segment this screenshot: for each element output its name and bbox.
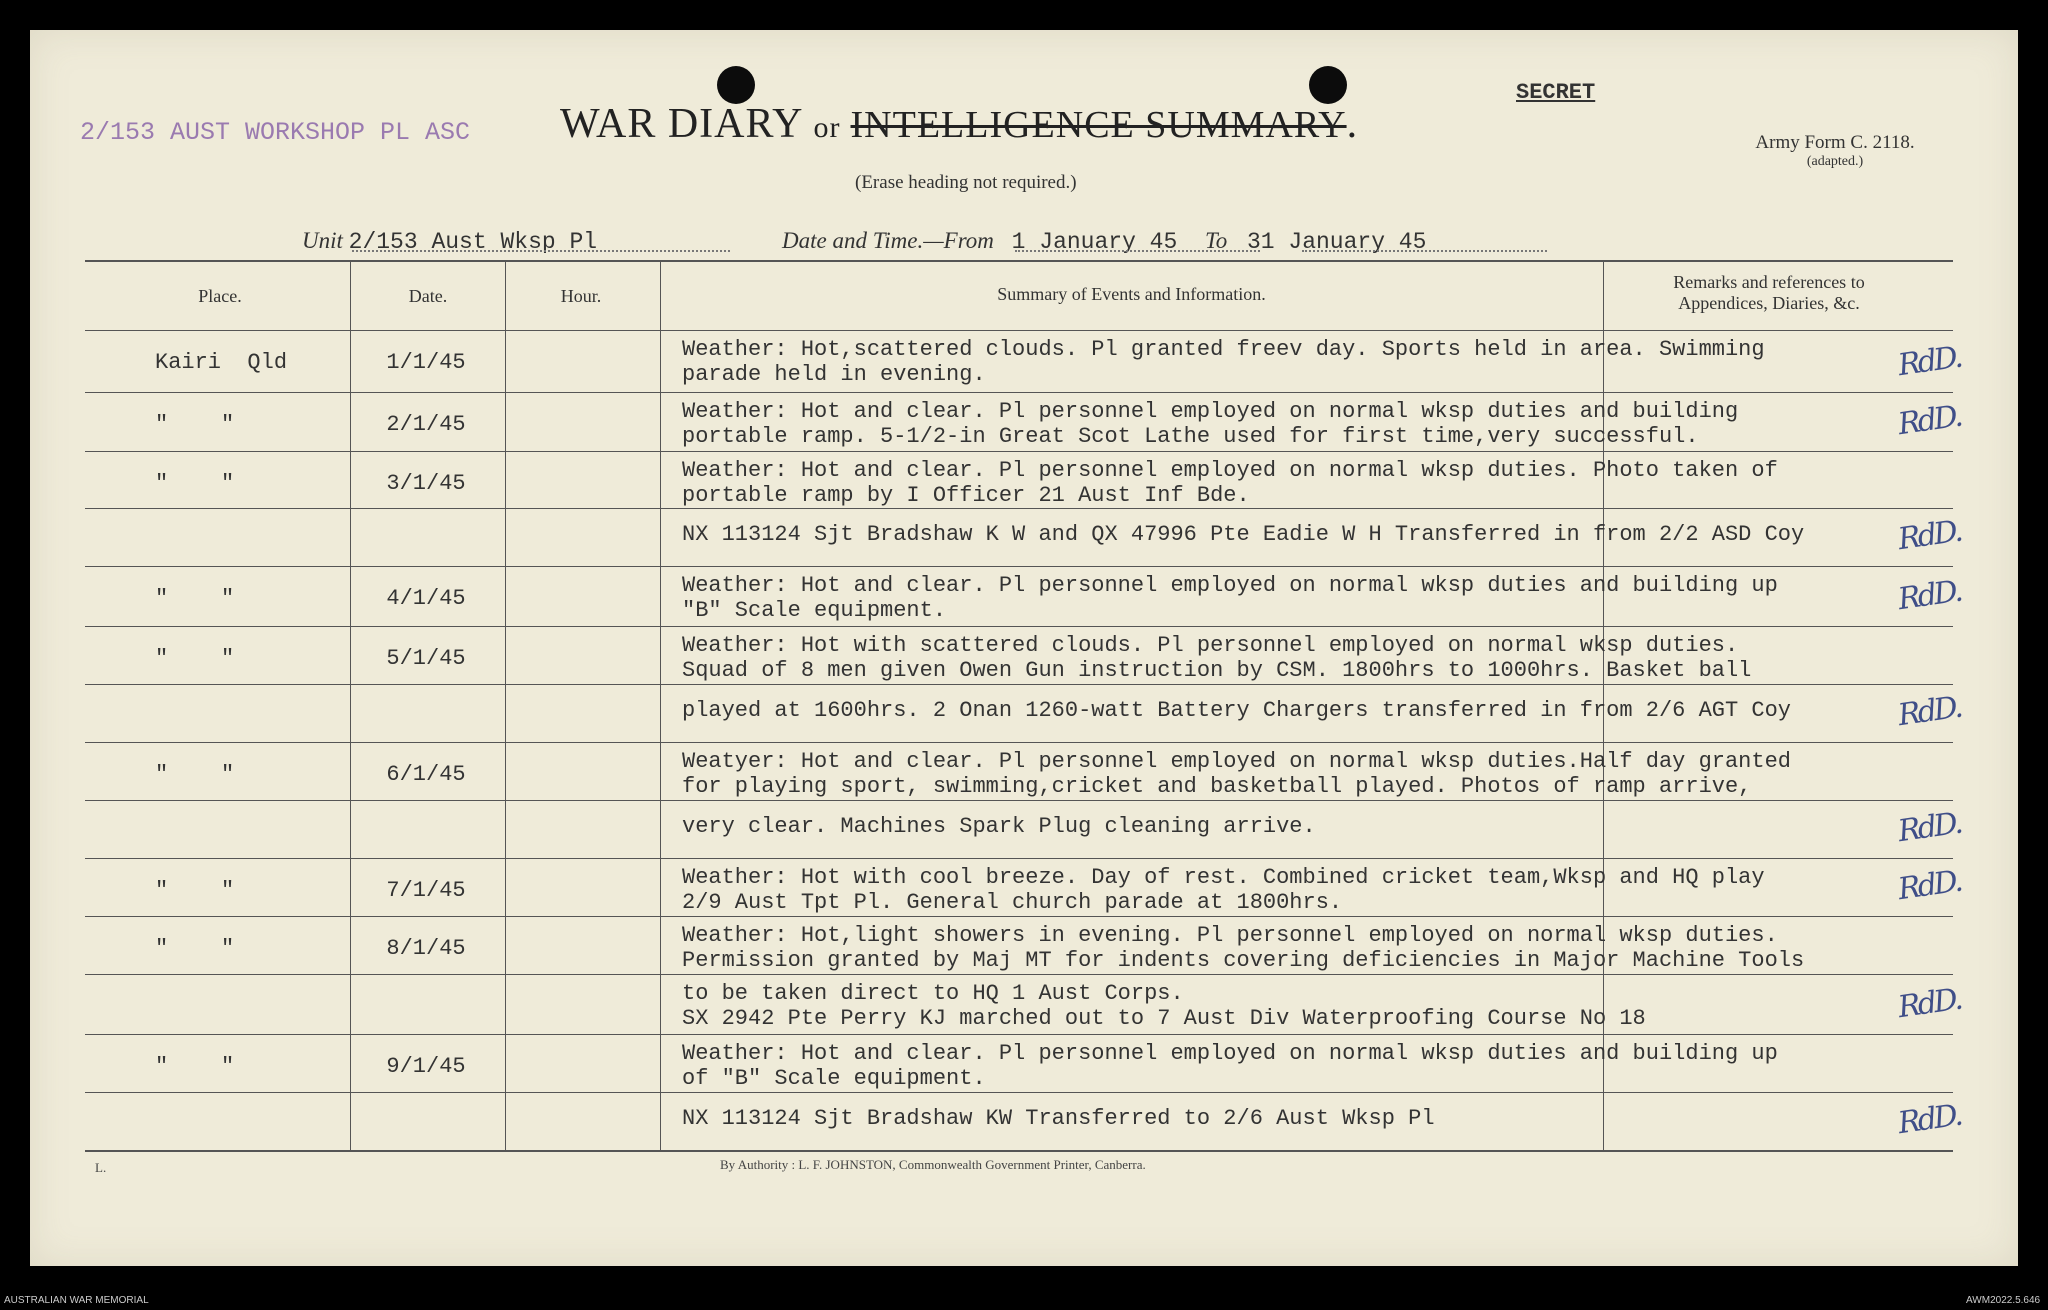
unit-value: 2/153 Aust Wksp Pl <box>348 229 598 255</box>
col-header-place: Place. <box>198 286 242 306</box>
summary-line: for playing sport, swimming,cricket and basketball played. Photos of ramp arrive, <box>682 774 1752 799</box>
title-war-diary: WAR DIARY <box>560 101 804 147</box>
summary-line: played at 1600hrs. 2 Onan 1260-watt Battery Chargers transferred in from 2/6 AGT Coy <box>682 698 1791 723</box>
row-rule <box>85 684 1953 685</box>
summary-line: Weather: Hot with scattered clouds. Pl personnel employed on normal wksp duties. <box>682 633 1739 658</box>
row-rule <box>85 742 1953 743</box>
entry-date: 4/1/45 <box>386 586 466 611</box>
row-rule <box>85 858 1953 859</box>
entry-date: 3/1/45 <box>386 471 466 496</box>
entry-date: 8/1/45 <box>386 936 466 961</box>
entry-place: " " <box>155 586 235 611</box>
col-header-date: Date. <box>408 286 448 306</box>
entry-summary <box>682 337 1765 387</box>
initials-signature: RdD. <box>1895 805 1963 850</box>
archive-credit: AUSTRALIAN WAR MEMORIAL <box>4 1295 149 1306</box>
row-rule <box>85 451 1953 452</box>
summary-line: parade held in evening. <box>682 362 986 387</box>
title-period: . <box>1346 101 1359 147</box>
date-to-value: 31 January 45 <box>1246 229 1427 255</box>
initials-signature: RdD. <box>1895 398 1963 443</box>
initials-signature: RdD. <box>1895 1097 1963 1142</box>
summary-line: Weather: Hot and clear. Pl personnel employed on normal wksp duties and building <box>682 399 1739 424</box>
header-bottom-rule <box>85 330 1953 331</box>
title-intelligence-summary: INTELLIGENCE SUMMARY <box>850 104 1347 146</box>
entry-place: " " <box>155 936 235 961</box>
summary-line: very clear. Machines Spark Plug cleaning arrive. <box>682 814 1316 839</box>
entry-date: 2/1/45 <box>386 412 466 437</box>
entry-summary <box>682 573 1778 623</box>
summary-line: Weather: Hot,light showers in evening. Pl personnel employed on normal wksp duties. <box>682 923 1778 948</box>
summary-line: to be taken direct to HQ 1 Aust Corps. <box>682 981 1184 1006</box>
entry-summary <box>682 814 1316 839</box>
entry-place: " " <box>155 1054 235 1079</box>
entry-summary <box>682 923 1804 973</box>
entry-summary <box>682 399 1738 449</box>
summary-line: Weather: Hot,scattered clouds. Pl granted freev day. Sports held in area. Swimming <box>682 337 1765 362</box>
summary-line: Weather: Hot and clear. Pl personnel employed on normal wksp duties. Photo taken of <box>682 458 1778 483</box>
summary-line: portable ramp. 5-1/2-in Great Scot Lathe used for first time,very successful. <box>682 424 1699 449</box>
printer-authority: By Authority : L. F. JOHNSTON, Commonwealth Government Printer, Canberra. <box>720 1157 1146 1172</box>
initials-signature: RdD. <box>1895 863 1963 908</box>
entry-date: 7/1/45 <box>386 878 466 903</box>
entry-date: 6/1/45 <box>386 762 466 787</box>
punch-hole-right <box>1309 66 1347 104</box>
col-header-remarks <box>1604 272 1934 314</box>
entry-place: " " <box>155 471 235 496</box>
erase-note: (Erase heading not required.) <box>855 172 1077 193</box>
unit-dotted-line <box>352 250 730 252</box>
col-header-hour: Hour. <box>560 286 602 306</box>
entry-summary <box>682 698 1791 723</box>
initials-signature: RdD. <box>1895 339 1963 384</box>
column-rule-date <box>350 262 351 1150</box>
summary-line: Weather: Hot with cool breeze. Day of rest. Combined cricket team,Wksp and HQ play <box>682 865 1765 890</box>
form-code: L. <box>95 1160 107 1175</box>
entry-summary <box>682 458 1778 508</box>
table-bottom-rule <box>85 1150 1953 1152</box>
row-rule <box>85 974 1953 975</box>
secret-marking: SECRET <box>1516 80 1596 105</box>
summary-line: 2/9 Aust Tpt Pl. General church parade at 1800hrs. <box>682 890 1343 915</box>
date-from-value: 1 January 45 <box>1011 229 1178 255</box>
title-or: or <box>813 111 841 144</box>
entry-summary <box>682 865 1765 915</box>
date-to-label: To <box>1205 228 1228 253</box>
entry-summary <box>682 522 1804 547</box>
summary-line: NX 113124 Sjt Bradshaw KW Transferred to 2/6 Aust Wksp Pl <box>682 1106 1435 1131</box>
row-rule <box>85 800 1953 801</box>
summary-line: SX 2942 Pte Perry KJ marched out to 7 Aust Div Waterproofing Course No 18 <box>682 1006 1646 1031</box>
table-top-rule <box>85 260 1953 262</box>
row-rule <box>85 392 1953 393</box>
summary-line: Weatyer: Hot and clear. Pl personnel employed on normal wksp duties.Half day granted <box>682 749 1791 774</box>
row-rule <box>85 1034 1953 1035</box>
remarks-header-line2: Appendices, Diaries, &c. <box>1678 293 1860 313</box>
entry-place: " " <box>155 412 235 437</box>
entry-date: 9/1/45 <box>386 1054 466 1079</box>
army-form-number: Army Form C. 2118. <box>1755 132 1915 153</box>
summary-line: Squad of 8 men given Owen Gun instruction by CSM. 1800hrs to 1000hrs. Basket ball <box>682 658 1752 683</box>
summary-line: NX 113124 Sjt Bradshaw K W and QX 47996 Pte Eadie W H Transferred in from 2/2 ASD Coy <box>682 522 1805 547</box>
army-form-adapted: (adapted.) <box>1806 154 1864 169</box>
date-label: Date and Time.—From <box>782 228 994 253</box>
entry-summary <box>682 1106 1435 1131</box>
archive-reference: AWM2022.5.646 <box>1966 1295 2041 1306</box>
entry-summary <box>682 1041 1778 1091</box>
initials-signature: RdD. <box>1895 513 1963 558</box>
row-rule <box>85 916 1953 917</box>
initials-signature: RdD. <box>1895 981 1963 1026</box>
summary-line: Permission granted by Maj MT for indents covering deficiencies in Major Machine Tools <box>682 948 1805 973</box>
entry-place: " " <box>155 762 235 787</box>
unit-stamp: 2/153 AUST WORKSHOP PL ASC <box>80 118 471 147</box>
initials-signature: RdD. <box>1895 573 1963 618</box>
summary-line: Weather: Hot and clear. Pl personnel employed on normal wksp duties and building up <box>682 1041 1778 1066</box>
entry-date: 5/1/45 <box>386 646 466 671</box>
from-dotted-line <box>1015 250 1260 252</box>
to-dotted-line <box>1302 250 1547 252</box>
entry-summary <box>682 749 1791 799</box>
summary-line: "B" Scale equipment. <box>682 598 947 623</box>
entry-date: 1/1/45 <box>386 350 466 375</box>
summary-line: portable ramp by I Officer 21 Aust Inf Bde. <box>682 483 1250 508</box>
form-title <box>560 100 1358 148</box>
entry-summary <box>682 633 1751 683</box>
row-rule <box>85 1092 1953 1093</box>
entry-place: Kairi Qld <box>155 350 288 375</box>
army-form-label <box>1725 133 1945 171</box>
row-rule <box>85 566 1953 567</box>
entry-place: " " <box>155 878 235 903</box>
column-rule-sum <box>660 262 661 1150</box>
punch-hole-left <box>717 66 755 104</box>
entry-place: " " <box>155 646 235 671</box>
entry-summary <box>682 981 1646 1031</box>
remarks-header-line1: Remarks and references to <box>1673 272 1865 292</box>
summary-line: of "B" Scale equipment. <box>682 1066 986 1091</box>
row-rule <box>85 626 1953 627</box>
column-rule-hour <box>505 262 506 1150</box>
initials-signature: RdD. <box>1895 689 1963 734</box>
summary-line: Weather: Hot and clear. Pl personnel employed on normal wksp duties and building up <box>682 573 1778 598</box>
col-header-summary: Summary of Events and Information. <box>997 284 1266 304</box>
row-rule <box>85 508 1953 509</box>
unit-label: Unit <box>302 228 343 253</box>
